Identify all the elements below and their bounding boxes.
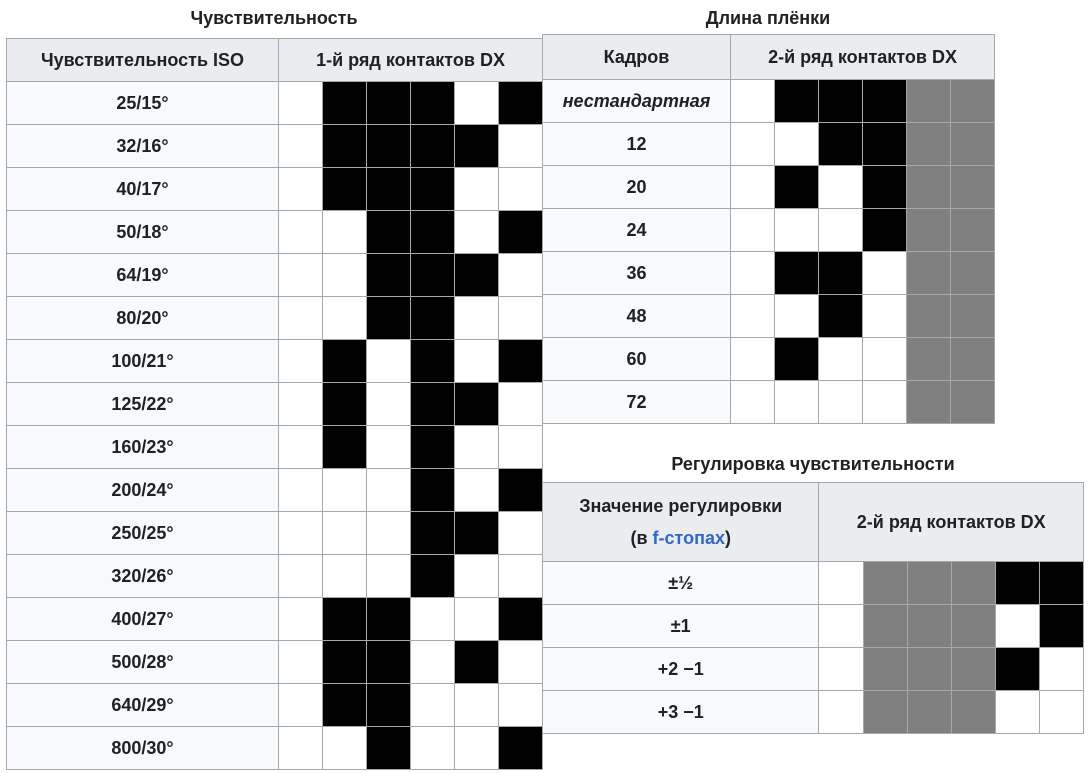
contact-conductive-white [279,168,323,211]
film-length-row-label: 12 [543,123,731,166]
sensitivity-row-label: 40/17° [7,168,279,211]
adjustment-row-label: +2 −1 [543,648,819,691]
film-length-header-row [543,35,995,80]
contact-insulated-black [411,555,455,598]
film-length-row [543,166,995,209]
contact-insulated-black [819,123,863,166]
contact-conductive-white [731,295,775,338]
sensitivity-row-label: 125/22° [7,383,279,426]
contact-insulated-black [455,383,499,426]
contact-conductive-white [367,555,411,598]
contact-unused-gray [951,605,995,648]
film-length-row [543,295,995,338]
adjustment-value-header-prefix: (в [630,528,653,548]
contact-insulated-black [411,469,455,512]
sensitivity-caption: Чувствительность [190,8,358,28]
contact-insulated-black [499,598,543,641]
contact-insulated-black [411,82,455,125]
adjustment-row-label: +3 −1 [543,691,819,734]
contact-conductive-white [455,469,499,512]
sensitivity-row-label: 25/15° [7,82,279,125]
contact-conductive-white [323,727,367,770]
contact-conductive-white [819,648,863,691]
contact-insulated-black [411,125,455,168]
contact-insulated-black [367,727,411,770]
contact-unused-gray [907,209,951,252]
film-length-row [543,252,995,295]
contact-conductive-white [323,555,367,598]
sensitivity-row [7,340,543,383]
contact-conductive-white [323,254,367,297]
film-length-row [543,123,995,166]
adjustment-value-header-suffix: ) [725,528,731,548]
contact-conductive-white [367,426,411,469]
contact-conductive-white [819,562,863,605]
contact-conductive-white [279,727,323,770]
contact-insulated-black [863,80,907,123]
sensitivity-row [7,727,543,770]
contact-conductive-white [1039,648,1083,691]
contact-insulated-black [411,512,455,555]
contact-unused-gray [907,123,951,166]
contact-insulated-black [367,125,411,168]
contact-insulated-black [819,80,863,123]
contact-conductive-white [279,426,323,469]
contact-conductive-white [499,297,543,340]
contact-unused-gray [951,80,995,123]
sensitivity-row-label: 640/29° [7,684,279,727]
contact-unused-gray [951,123,995,166]
contact-conductive-white [411,684,455,727]
contact-conductive-white [455,211,499,254]
contact-insulated-black [367,684,411,727]
contact-insulated-black [367,297,411,340]
contact-conductive-white [819,605,863,648]
contact-conductive-white [731,166,775,209]
film-length-row-label: 24 [543,209,731,252]
contact-insulated-black [323,426,367,469]
contact-insulated-black [499,82,543,125]
contact-unused-gray [951,562,995,605]
contact-unused-gray [907,691,951,734]
contact-unused-gray [907,562,951,605]
contact-insulated-black [411,426,455,469]
adjustment-row [543,605,1084,648]
iso-column-header: Чувствительность ISO [7,39,279,82]
contact-unused-gray [951,691,995,734]
contact-conductive-white [731,381,775,424]
contact-unused-gray [907,252,951,295]
contact-conductive-white [455,340,499,383]
sensitivity-header-row [7,39,543,82]
adjustment-row-label: ±½ [543,562,819,605]
contact-conductive-white [499,555,543,598]
contact-conductive-white [819,209,863,252]
contact-unused-gray [907,381,951,424]
contact-unused-gray [863,605,907,648]
sensitivity-row [7,426,543,469]
contact-insulated-black [455,512,499,555]
adjustment-value-column-header [543,483,819,562]
contact-insulated-black [455,641,499,684]
contact-conductive-white [863,295,907,338]
sensitivity-row-label: 320/26° [7,555,279,598]
contact-unused-gray [863,562,907,605]
contact-conductive-white [323,297,367,340]
contact-insulated-black [323,641,367,684]
sensitivity-row-label: 80/20° [7,297,279,340]
contact-insulated-black [775,338,819,381]
adjustment-row [543,562,1084,605]
contact-conductive-white [279,555,323,598]
contact-unused-gray [907,338,951,381]
contact-conductive-white [367,340,411,383]
contact-conductive-white [731,209,775,252]
contact-insulated-black [863,166,907,209]
film-length-table [542,34,995,424]
contact-insulated-black [455,125,499,168]
contact-conductive-white [775,123,819,166]
sensitivity-row [7,469,543,512]
contact-conductive-white [279,125,323,168]
sensitivity-row [7,125,543,168]
contact-conductive-white [455,555,499,598]
sensitivity-row-label: 64/19° [7,254,279,297]
sensitivity-row [7,684,543,727]
contact-conductive-white [499,125,543,168]
sensitivity-table [6,38,543,770]
contact-insulated-black [819,295,863,338]
contact-conductive-white [279,383,323,426]
film-length-row-label: 48 [543,295,731,338]
contact-insulated-black [367,168,411,211]
contact-insulated-black [323,168,367,211]
contact-conductive-white [819,166,863,209]
contact-insulated-black [863,209,907,252]
contact-conductive-white [279,469,323,512]
contact-conductive-white [775,209,819,252]
adjustment-contacts-column-header: 2-й ряд контактов DX [819,483,1084,562]
contact-conductive-white [367,383,411,426]
contact-insulated-black [1039,605,1083,648]
contact-conductive-white [499,426,543,469]
contact-unused-gray [951,381,995,424]
sensitivity-row [7,168,543,211]
contact-conductive-white [1039,691,1083,734]
sensitivity-row-label: 32/16° [7,125,279,168]
contact-conductive-white [863,252,907,295]
contact-insulated-black [411,383,455,426]
contact-insulated-black [411,297,455,340]
sensitivity-row [7,383,543,426]
sensitivity-row [7,512,543,555]
contact-conductive-white [863,381,907,424]
contact-insulated-black [323,684,367,727]
contact-unused-gray [907,80,951,123]
contact-insulated-black [367,254,411,297]
contact-unused-gray [863,648,907,691]
film-length-row [543,338,995,381]
contact-conductive-white [995,691,1039,734]
contact-conductive-white [279,684,323,727]
film-length-row [543,209,995,252]
contact-insulated-black [411,340,455,383]
adjustment-row-label: ±1 [543,605,819,648]
contact-conductive-white [455,82,499,125]
contact-conductive-white [279,254,323,297]
sensitivity-row-label: 200/24° [7,469,279,512]
contact-insulated-black [775,252,819,295]
contact-conductive-white [411,727,455,770]
contact-conductive-white [499,254,543,297]
adjustment-row [543,648,1084,691]
contact-insulated-black [323,598,367,641]
contact-conductive-white [279,512,323,555]
sensitivity-row [7,82,543,125]
contact-unused-gray [907,605,951,648]
contact-conductive-white [455,297,499,340]
contact-insulated-black [367,598,411,641]
contact-insulated-black [775,80,819,123]
sensitivity-row-label: 100/21° [7,340,279,383]
contact-insulated-black [323,383,367,426]
sensitivity-row-label: 400/27° [7,598,279,641]
contact-unused-gray [951,209,995,252]
sensitivity-row [7,641,543,684]
contact-conductive-white [731,252,775,295]
contact-unused-gray [951,252,995,295]
contact-conductive-white [455,168,499,211]
contact-conductive-white [455,727,499,770]
film-length-row-label: 20 [543,166,731,209]
contact-insulated-black [1039,562,1083,605]
contact-conductive-white [455,598,499,641]
sensitivity-row-label: 160/23° [7,426,279,469]
contact-insulated-black [455,254,499,297]
contact-conductive-white [819,691,863,734]
contact-unused-gray [951,648,995,691]
adjustment-value-header-line1: Значение регулировки [579,496,783,516]
contact-conductive-white [499,383,543,426]
film-length-row [543,80,995,123]
contact-conductive-white [499,512,543,555]
contact-conductive-white [279,598,323,641]
contact-insulated-black [995,648,1039,691]
contact-insulated-black [819,252,863,295]
film-length-row-label: 60 [543,338,731,381]
contact-conductive-white [279,297,323,340]
contact-unused-gray [863,691,907,734]
contacts-row2-column-header: 2-й ряд контактов DX [731,35,995,80]
contact-insulated-black [367,82,411,125]
contact-conductive-white [279,211,323,254]
contact-insulated-black [323,340,367,383]
contact-insulated-black [367,641,411,684]
contact-insulated-black [499,727,543,770]
contact-conductive-white [367,469,411,512]
contact-insulated-black [499,340,543,383]
contact-insulated-black [499,469,543,512]
sensitivity-row [7,555,543,598]
contact-conductive-white [731,80,775,123]
contact-unused-gray [907,648,951,691]
contact-conductive-white [367,512,411,555]
contact-conductive-white [731,338,775,381]
contact-conductive-white [279,340,323,383]
sensitivity-row [7,598,543,641]
contact-insulated-black [411,254,455,297]
sensitivity-row-label: 50/18° [7,211,279,254]
film-length-row-label: нестандартная [543,80,731,123]
contact-unused-gray [951,295,995,338]
contact-unused-gray [907,166,951,209]
adjustment-header-row [543,483,1084,562]
contact-conductive-white [775,295,819,338]
sensitivity-row [7,254,543,297]
adjustment-row [543,691,1084,734]
contact-conductive-white [323,512,367,555]
contact-conductive-white [411,598,455,641]
contact-conductive-white [863,338,907,381]
film-length-row-label: 72 [543,381,731,424]
contact-conductive-white [411,641,455,684]
contact-insulated-black [775,166,819,209]
contact-conductive-white [775,381,819,424]
sensitivity-row-label: 250/25° [7,512,279,555]
contacts-row1-column-header: 1-й ряд контактов DX [279,39,543,82]
contact-conductive-white [323,469,367,512]
contact-conductive-white [455,684,499,727]
sensitivity-row-label: 500/28° [7,641,279,684]
contact-conductive-white [995,605,1039,648]
film-length-row-label: 36 [543,252,731,295]
sensitivity-row-label: 800/30° [7,727,279,770]
contact-insulated-black [323,82,367,125]
contact-conductive-white [279,82,323,125]
adjustment-caption: Регулировка чувствительности [671,454,955,474]
contact-insulated-black [367,211,411,254]
adjustment-table [542,482,1084,734]
contact-conductive-white [499,684,543,727]
f-stops-link[interactable]: f-стопах [652,528,725,548]
contact-conductive-white [499,641,543,684]
contact-insulated-black [323,125,367,168]
contact-conductive-white [731,123,775,166]
contact-insulated-black [995,562,1039,605]
film-length-caption: Длина плёнки [705,8,831,28]
contact-insulated-black [499,211,543,254]
sensitivity-row [7,211,543,254]
sensitivity-row [7,297,543,340]
contact-insulated-black [411,211,455,254]
film-length-row [543,381,995,424]
contact-insulated-black [863,123,907,166]
contact-conductive-white [323,211,367,254]
contact-conductive-white [819,381,863,424]
contact-conductive-white [279,641,323,684]
contact-conductive-white [819,338,863,381]
contact-unused-gray [951,338,995,381]
contact-unused-gray [951,166,995,209]
frames-column-header: Кадров [543,35,731,80]
contact-unused-gray [907,295,951,338]
contact-conductive-white [499,168,543,211]
contact-insulated-black [411,168,455,211]
contact-conductive-white [455,426,499,469]
